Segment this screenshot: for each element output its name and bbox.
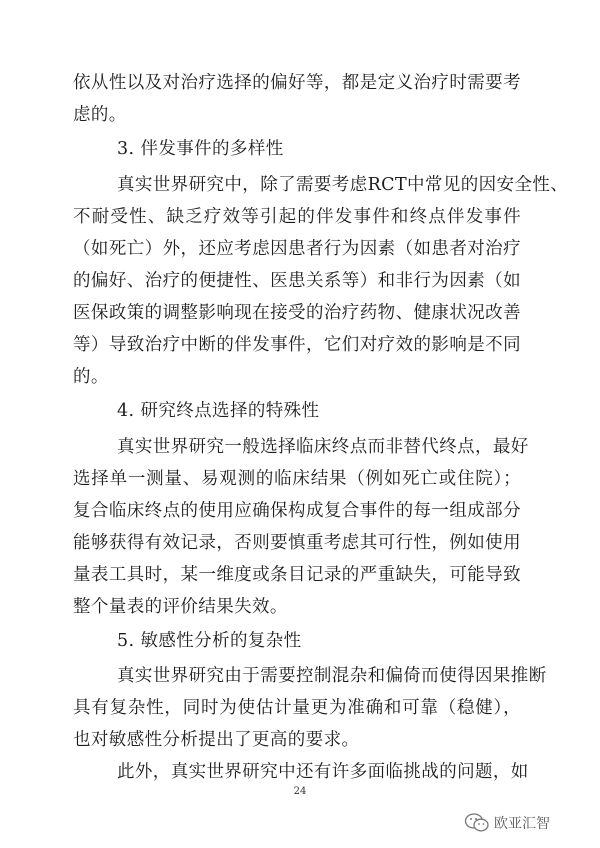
section-heading-5: 5. 敏感性分析的复杂性: [117, 631, 302, 651]
body-text-line: 具有复杂性，同时为使估计量更为准确和可靠（稳健），: [73, 698, 521, 718]
body-text-line: 虑的。: [73, 105, 127, 125]
body-text-line: 依从性以及对治疗选择的偏好等，都是定义治疗时需要考: [73, 73, 521, 93]
wechat-icon: [464, 812, 490, 834]
body-text-line: 真实世界研究由于需要控制混杂和偏倚而使得因果推断: [117, 666, 547, 686]
body-text-line: 量表工具时，某一维度或条目记录的严重缺失，可能导致: [73, 565, 521, 585]
body-text-line: 选择单一测量、易观测的临床结果（例如死亡或住院）；: [73, 469, 521, 489]
body-text-line: 不耐受性、缺乏疗效等引起的伴发事件和终点伴发事件: [73, 207, 521, 227]
body-text-line: 真实世界研究一般选择临床终点而非替代终点，最好: [117, 437, 529, 457]
body-text-line: 的偏好、治疗的便捷性、医患关系等）和非行为因素（如: [73, 271, 521, 291]
body-text-line: 能够获得有效记录，否则要慎重考虑其可行性，例如使用: [73, 533, 521, 553]
wechat-watermark: [464, 812, 550, 834]
body-text-line: 也对敏感性分析提出了更高的要求。: [73, 730, 360, 750]
body-text-line: （如死亡）外，还应考虑因患者行为因素（如患者对治疗: [73, 239, 521, 259]
body-text-line: 复合临床终点的使用应确保构成复合事件的每一组成部分: [73, 501, 521, 521]
body-text-line: 医保政策的调整影响现在接受的治疗药物、健康状况改善: [73, 303, 521, 323]
page-number: 24: [293, 786, 307, 797]
body-text-line: 真实世界研究中，除了需要考虑RCT中常见的因安全性、: [117, 175, 569, 195]
body-text-line: 整个量表的评价结果失效。: [73, 597, 288, 617]
section-heading-4: 4. 研究终点选择的特殊性: [117, 401, 320, 421]
body-text-line: 此外，真实世界研究中还有许多面临挑战的问题，如: [117, 762, 529, 782]
body-text-line: 等）导致治疗中断的伴发事件，它们对疗效的影响是不同: [73, 335, 521, 355]
section-heading-3: 3. 伴发事件的多样性: [117, 139, 284, 159]
watermark-text: 欧亚汇智: [494, 816, 550, 832]
body-text-line: 的。: [73, 367, 109, 387]
